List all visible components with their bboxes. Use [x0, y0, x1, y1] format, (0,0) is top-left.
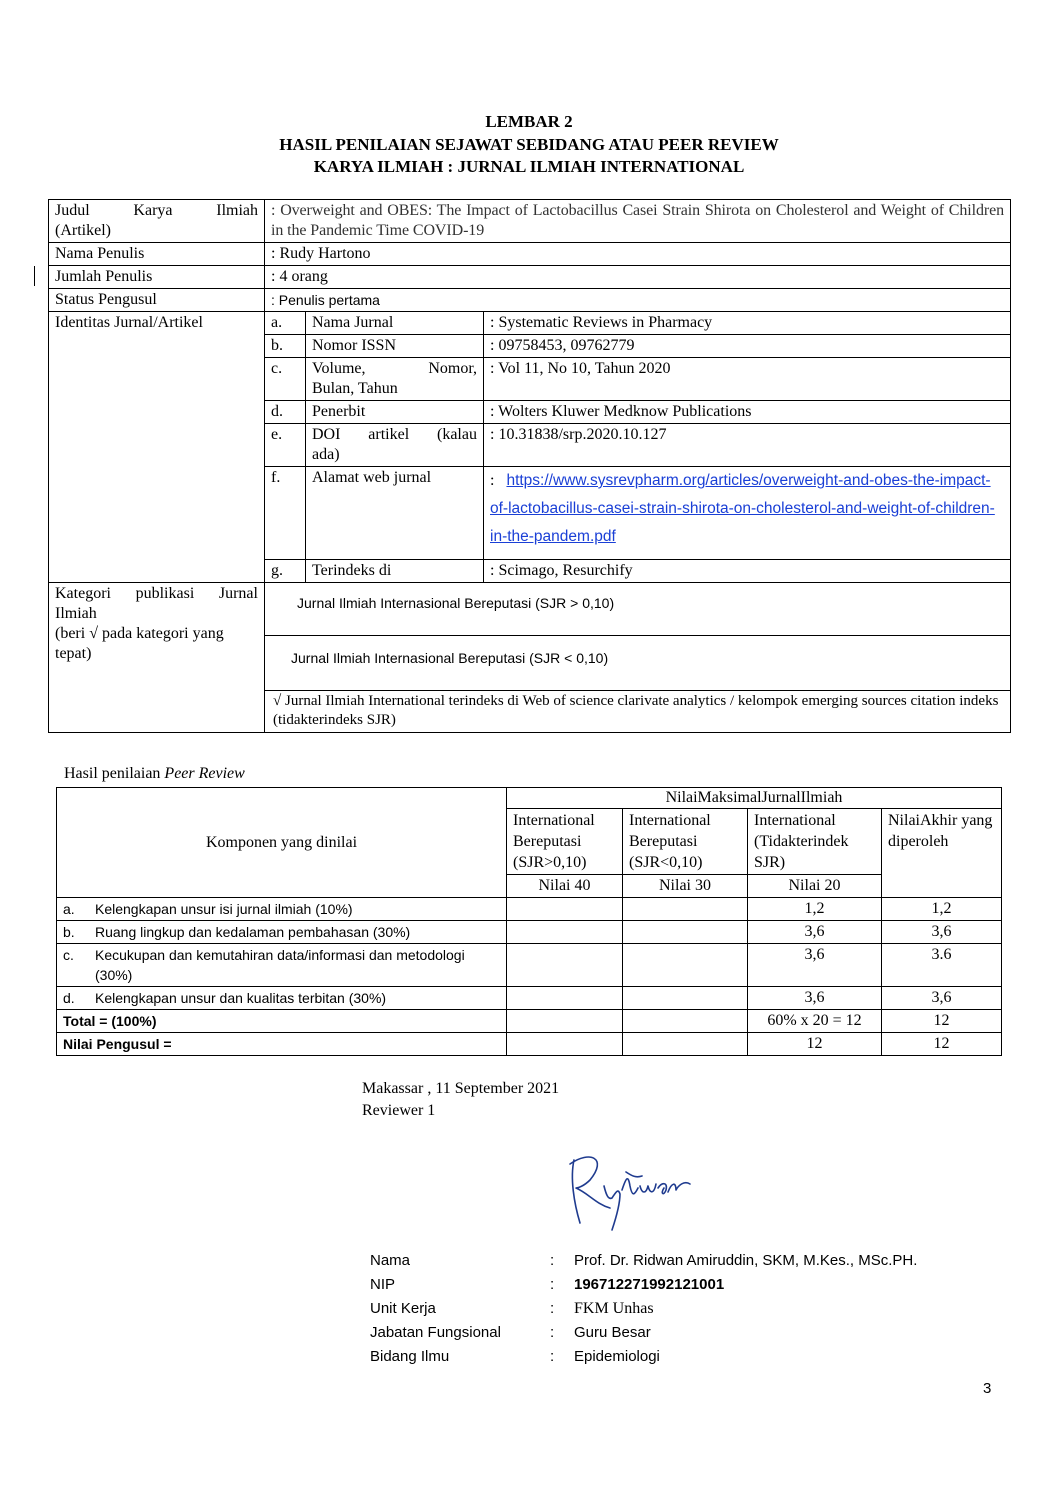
col2-header: International Bereputasi (SJR<0,10)	[623, 809, 748, 875]
review-table	[56, 787, 1002, 1056]
review-row-a: a. Kelengkapan unsur isi jurnal ilmiah (10%) 1,2 1,2	[57, 898, 1002, 921]
kategori-option-1[interactable]: Jurnal Ilmiah Internasional Bereputasi (SJR > 0,10)	[265, 583, 1010, 636]
row-identitas	[49, 312, 1011, 583]
title-lembar: LEMBAR 2	[485, 112, 573, 131]
reviewer-info: Nama : Prof. Dr. Ridwan Amiruddin, SKM, M.Kes., MSc.PH. NIP : 196712271992121001 Unit Kerja : FKM Unhas Jabatan Fungsional : Guru Besar Bidang Ilmu : Epidemiologi	[370, 1252, 918, 1365]
journal-row-b: b. Nomor ISSN : 09758453, 09762779	[265, 335, 1010, 358]
jumlah-label: Jumlah Penulis	[49, 266, 265, 289]
signature-image	[560, 1148, 700, 1233]
journal-url-link[interactable]: https://www.sysrevpharm.org/articles/overweight-and-obes-the-impact-of-lactobacillus-casei-strain-shirota-on-cholesterol-and-weight-of-children-in-the-pandem.pdf	[490, 472, 995, 545]
kategori-label: Kategori publikasi Jurnal Ilmiah (beri √ pada kategori yang tepat)	[49, 583, 265, 733]
title-hasil: HASIL PENILAIAN SEJAWAT SEBIDANG ATAU PEER REVIEW	[279, 135, 779, 154]
row-nama	[49, 243, 1011, 266]
judul-value: : Overweight and OBES: The Impact of Lactobacillus Casei Strain Shirota on Cholesterol and Weight of Children in the Pandemic Time COVID-19	[265, 200, 1011, 243]
place-date: Makassar , 11 September 2021	[362, 1080, 560, 1097]
journal-row-f: f. Alamat web jurnal : https://www.sysrevpharm.org/articles/overweight-and-obes-the-impact-of-lactobacillus-casei-strain-shirota-on-cholesterol-and-weight-of-children-in-the-pandem.pdf	[265, 467, 1010, 560]
judul-label: Judul Karya Ilmiah (Artikel)	[49, 200, 265, 243]
page-number: 3	[983, 1380, 992, 1397]
kategori-cell	[265, 583, 1011, 733]
journal-identity-cell	[265, 312, 1011, 583]
nama-value: : Rudy Hartono	[265, 243, 1011, 266]
review-row-nilai: Nilai Pengusul = 12 12	[57, 1033, 1002, 1056]
reviewer-label: Reviewer 1	[362, 1102, 436, 1119]
group-header: NilaiMaksimalJurnalIlmiah	[507, 788, 1002, 809]
identitas-label: Identitas Jurnal/Artikel	[49, 312, 265, 583]
review-row-d: d. Kelengkapan unsur dan kualitas terbitan (30%) 3,6 3,6	[57, 987, 1002, 1010]
journal-row-d: d. Penerbit : Wolters Kluwer Medknow Publications	[265, 401, 1010, 424]
journal-row-c: c. Volume, Nomor, Bulan, Tahun : Vol 11, No 10, Tahun 2020	[265, 358, 1010, 401]
komponen-header: Komponen yang dinilai	[57, 788, 507, 898]
journal-row-e: e. DOI artikel (kalau ada) : 10.31838/srp.2020.10.127	[265, 424, 1010, 467]
journal-row-a: a. Nama Jurnal : Systematic Reviews in Pharmacy	[265, 312, 1010, 335]
nilai-30: Nilai 30	[623, 875, 748, 898]
row-status	[49, 289, 1011, 312]
journal-row-g: g. Terindeks di : Scimago, Resurchify	[265, 560, 1010, 583]
kategori-option-3[interactable]: √ Jurnal Ilmiah International terindeks di Web of science clarivate analytics / kelompok emerging sources citation indeks (tidakterindeks SJR)	[273, 693, 999, 728]
identity-table	[48, 199, 1011, 733]
kategori-option-2[interactable]: Jurnal Ilmiah Internasional Bereputasi (SJR < 0,10)	[265, 636, 1010, 691]
review-caption: Hasil penilaian Peer Review	[64, 765, 245, 782]
col3-header: International (Tidakterindek SJR)	[748, 809, 882, 875]
col1-header: International Bereputasi (SJR>0,10)	[507, 809, 623, 875]
review-row-total: Total = (100%) 60% x 20 = 12 12	[57, 1010, 1002, 1033]
status-label: Status Pengusul	[49, 289, 265, 312]
status-value: : Penulis pertama	[265, 289, 1011, 312]
col4-header: NilaiAkhir yang diperoleh	[882, 809, 1002, 898]
row-judul	[49, 200, 1011, 243]
nilai-40: Nilai 40	[507, 875, 623, 898]
row-jumlah	[49, 266, 1011, 289]
journal-identity-table	[265, 312, 1010, 582]
row-kategori	[49, 583, 1011, 733]
title-karya: KARYA ILMIAH : JURNAL ILMIAH INTERNATIONAL	[313, 157, 745, 176]
nama-label: Nama Penulis	[49, 243, 265, 266]
review-row-b: b. Ruang lingkup dan kedalaman pembahasan (30%) 3,6 3,6	[57, 921, 1002, 944]
nilai-20: Nilai 20	[748, 875, 882, 898]
review-row-c: c. Kecukupan dan kemutahiran data/informasi dan metodologi (30%) 3,6 3.6	[57, 944, 1002, 987]
jumlah-value: : 4 orang	[265, 266, 1011, 289]
text-cursor	[34, 266, 35, 286]
